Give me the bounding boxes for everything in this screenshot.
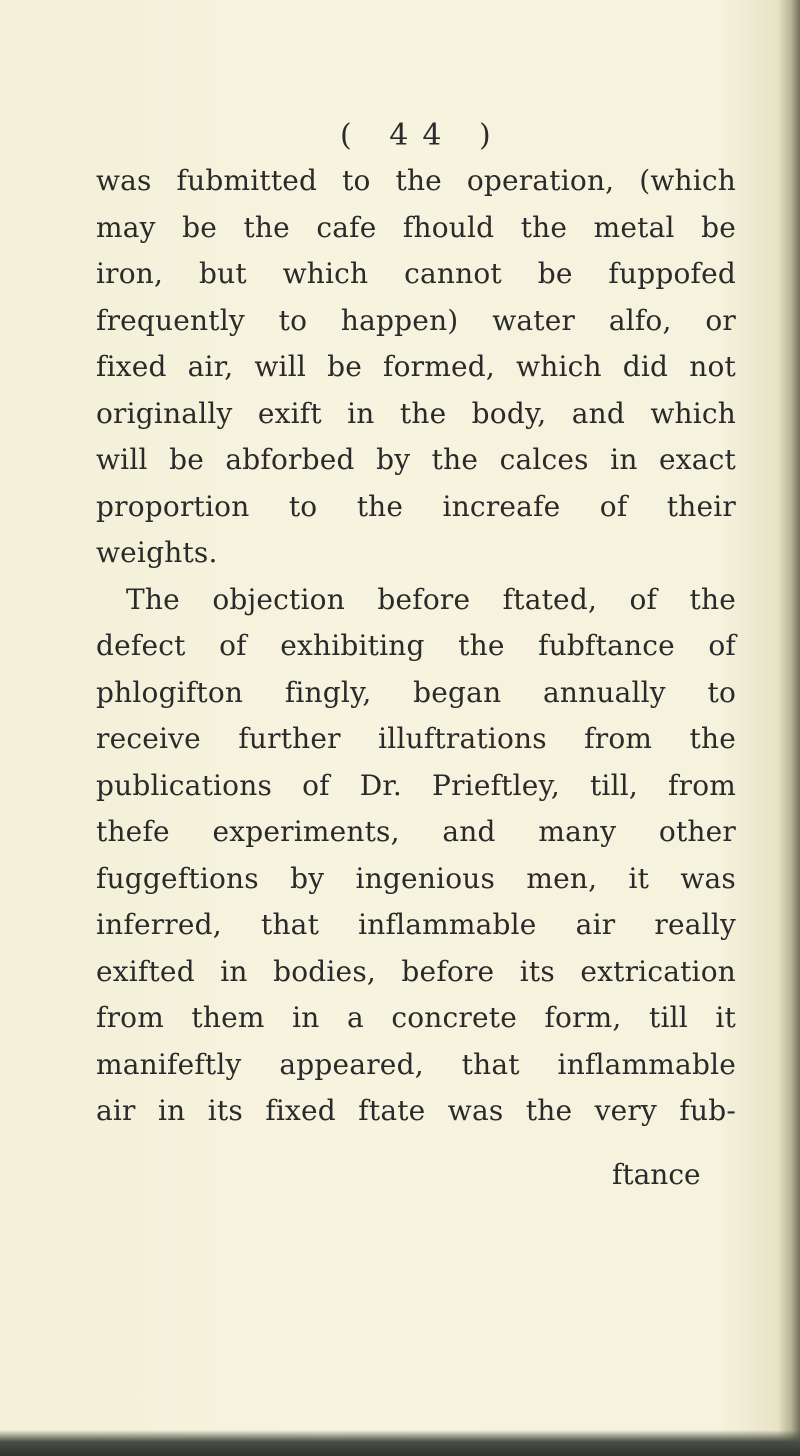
page-edge-shadow xyxy=(778,0,800,1456)
page-bottom-edge xyxy=(0,1430,800,1456)
text-line: manifeftly appeared, that inflammable xyxy=(96,1047,736,1081)
text-line: was fubmitted to the operation, (which xyxy=(96,164,736,197)
text-line: from them in a concrete form, till it xyxy=(96,1001,736,1034)
text-line: receive further illuftrations from the xyxy=(96,722,736,755)
page-number: ( 44 ) xyxy=(340,118,505,153)
catchword: ftance xyxy=(612,1158,701,1191)
text-line: phlogifton fingly, began annually to xyxy=(96,675,736,709)
text-line: iron, but which cannot be fuppofed xyxy=(96,257,736,290)
text-line: publications of Dr. Prieftley, till, from xyxy=(96,768,736,802)
text-line: proportion to the increafe of their xyxy=(96,489,736,523)
text-line: fixed air, will be formed, which did not xyxy=(96,350,736,383)
text-line: defect of exhibiting the fubftance of xyxy=(96,629,736,662)
text-line: will be abforbed by the calces in exact xyxy=(96,443,736,476)
text-line: may be the cafe fhould the metal be xyxy=(96,210,736,244)
paragraph-start-line: The objection before ftated, of the xyxy=(126,582,736,616)
text-line: air in its fixed ftate was the very fub- xyxy=(96,1094,736,1127)
text-line: fuggeftions by ingenious men, it was xyxy=(96,861,736,895)
text-line: frequently to happen) water alfo, or xyxy=(96,303,736,337)
text-line: thefe experiments, and many other xyxy=(96,815,736,848)
body-text xyxy=(96,158,736,1135)
text-line: weights. xyxy=(96,536,218,569)
text-line: inferred, that inflammable air really xyxy=(96,908,736,941)
text-line: originally exift in the body, and which xyxy=(96,396,736,430)
text-line: exifted in bodies, before its extrication xyxy=(96,954,736,988)
